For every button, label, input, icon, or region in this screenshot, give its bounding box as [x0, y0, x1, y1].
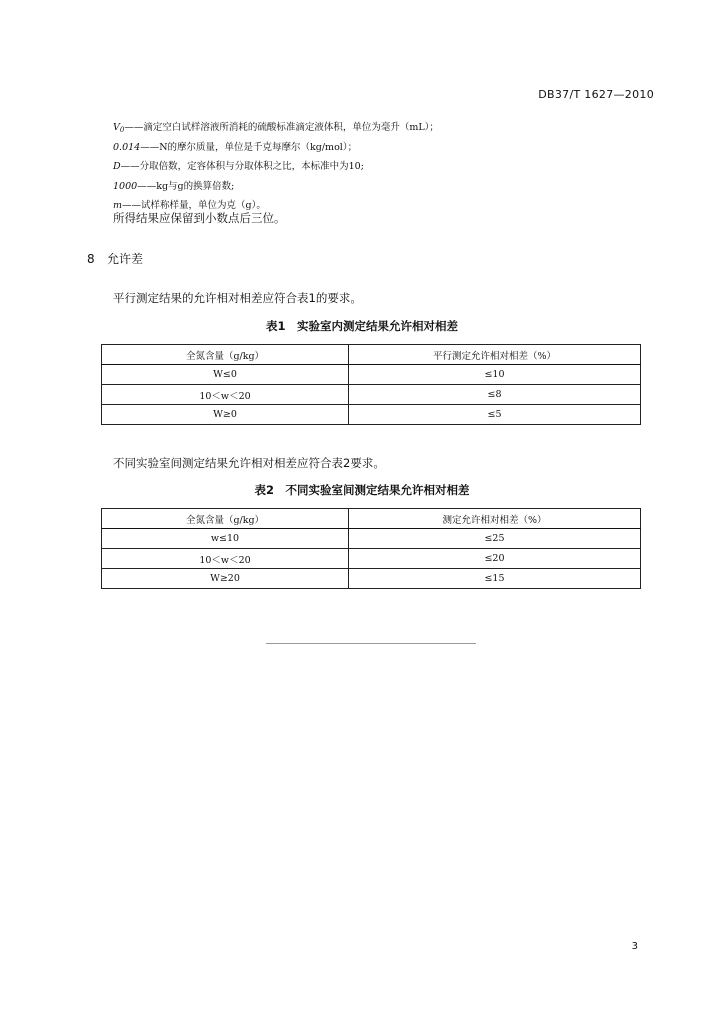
variable-definitions [113, 118, 673, 216]
section-heading [87, 250, 143, 267]
definition-text: ——N的摩尔质量，单位是千克每摩尔（kg/mol）； [140, 141, 358, 153]
table-cell: W≥0 [102, 405, 349, 425]
section-title: 允许差 [107, 252, 144, 266]
table1-title: 表1 实验室内测定结果允许相对相差 [266, 319, 458, 333]
table-header-cell: 全氮含量（g/kg） [102, 509, 349, 529]
table-header-row [102, 509, 641, 529]
definition-d [113, 157, 673, 177]
table-header-cell: 平行测定允许相对相差（%） [349, 345, 641, 365]
definition-text: ——分取倍数，定容体积与分取体积之比，本标准中为10; [120, 161, 364, 172]
paragraph-table2-intro: 不同实验室间测定结果允许相对相差应符合表2要求。 [113, 456, 385, 470]
table-cell: 10＜w＜20 [102, 385, 349, 405]
definition-text: ——试样称样量，单位为克（g）。 [122, 200, 266, 211]
table-cell: ≤5 [349, 405, 641, 425]
table-row [102, 569, 641, 589]
table1 [101, 344, 641, 425]
table-cell: ≤10 [349, 365, 641, 385]
table-cell: ≤25 [349, 529, 641, 549]
table-header-row [102, 345, 641, 365]
definition-1000 [113, 177, 673, 197]
definition-text: ——kg与g的换算倍数; [137, 180, 235, 192]
section-number: 8 [87, 252, 95, 266]
table-row [102, 549, 641, 569]
table2-title: 表2 不同实验室间测定结果允许相对相差 [254, 483, 470, 497]
table-cell: 10＜w＜20 [102, 549, 349, 569]
definition-molar-mass [113, 138, 673, 158]
table-cell: ≤15 [349, 569, 641, 589]
table-row [102, 529, 641, 549]
table-cell: ≤20 [349, 549, 641, 569]
table-row [102, 385, 641, 405]
definition-symbol: 1000 [113, 180, 138, 192]
table-cell: W≥20 [102, 569, 349, 589]
table-header-cell: 全氮含量（g/kg） [102, 345, 349, 365]
table-cell: w≤10 [102, 529, 349, 549]
table-cell: ≤8 [349, 385, 641, 405]
table-cell: W≤0 [102, 365, 349, 385]
definition-symbol: m [113, 200, 123, 211]
definition-v0 [113, 118, 673, 138]
definition-symbol: V [113, 122, 120, 133]
result-precision-note: 所得结果应保留到小数点后三位。 [113, 211, 286, 225]
page-number: 3 [631, 941, 638, 952]
definition-subscript: 0 [119, 126, 125, 134]
document-code: DB37/T 1627—2010 [538, 88, 654, 101]
table-header-cell: 测定允许相对相差（%） [349, 509, 641, 529]
table2 [101, 508, 641, 589]
definition-symbol: 0.014 [113, 141, 141, 153]
table-row [102, 405, 641, 425]
table-row [102, 365, 641, 385]
definition-text: ——滴定空白试样溶液所消耗的硫酸标准滴定液体积，单位为毫升（mL）； [124, 122, 439, 133]
end-divider [266, 643, 476, 644]
paragraph-table1-intro: 平行测定结果的允许相对相差应符合表1的要求。 [113, 291, 362, 305]
definition-symbol: D [113, 161, 121, 172]
